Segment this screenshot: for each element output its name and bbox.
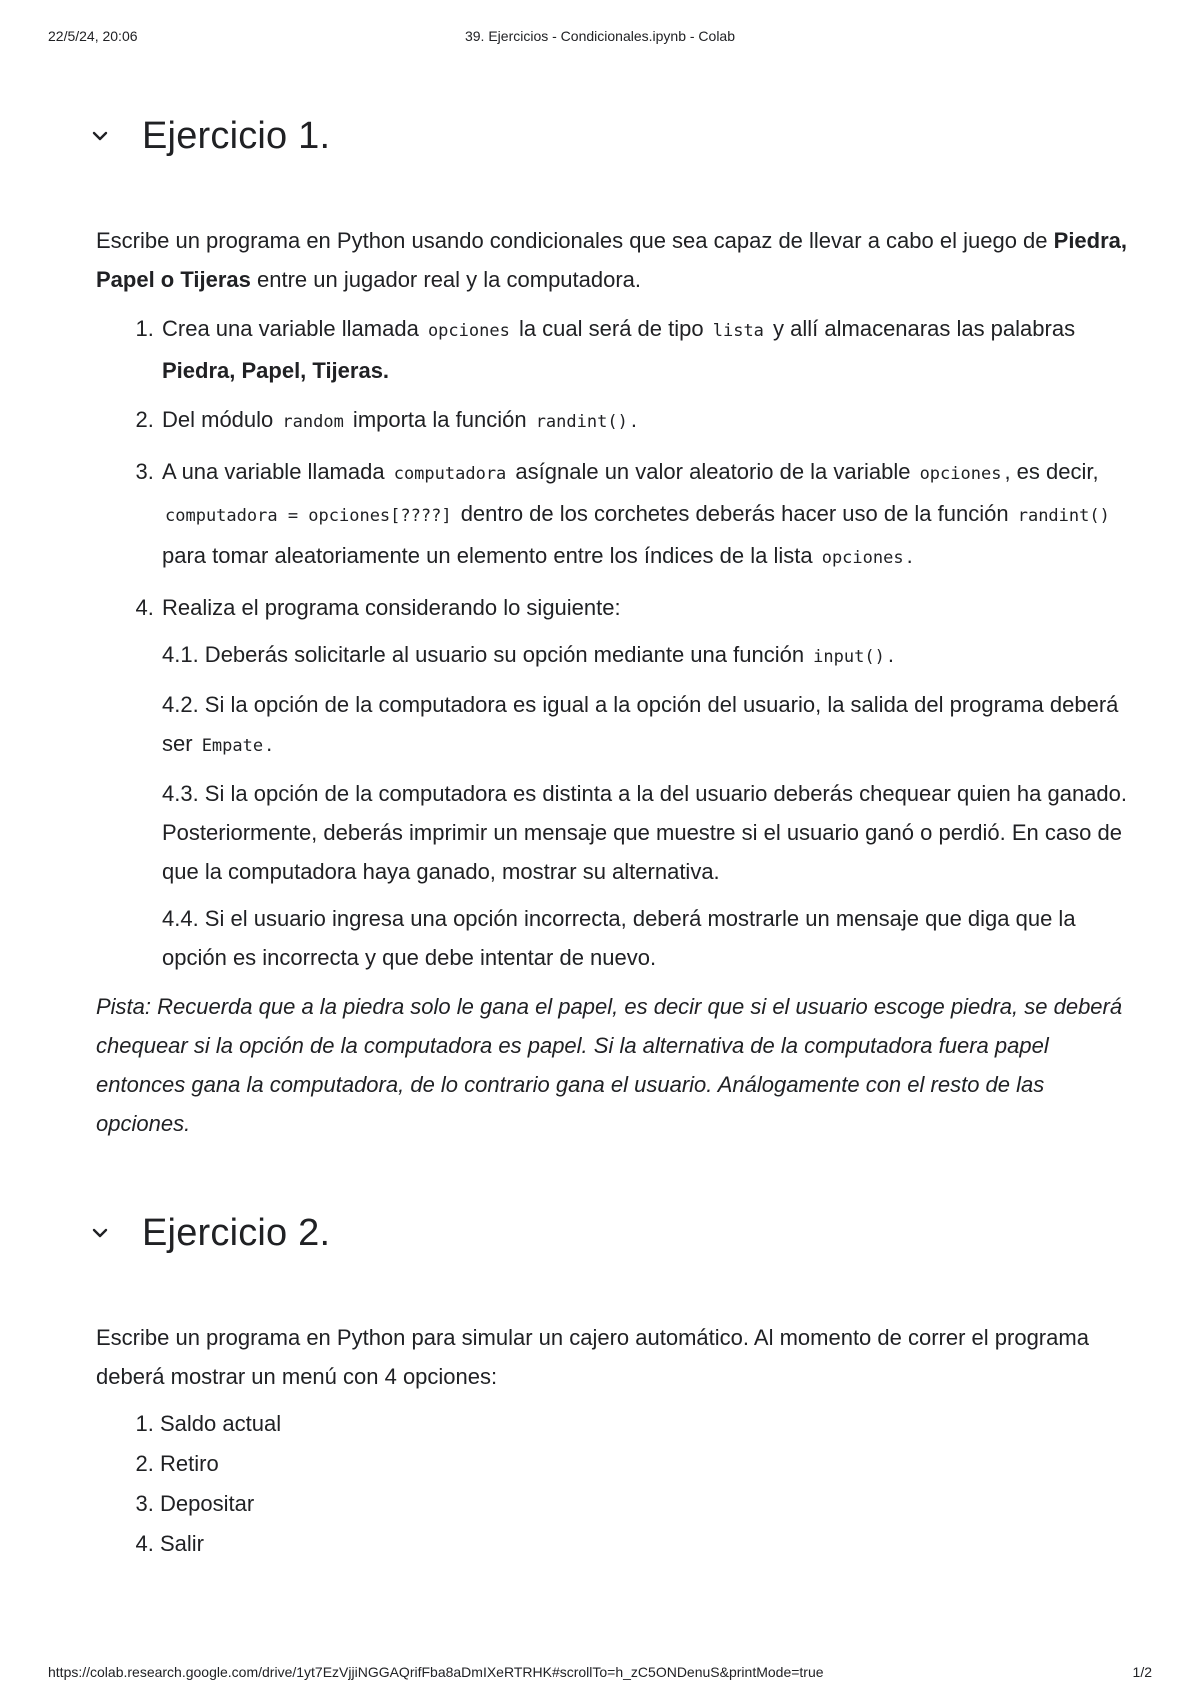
ejercicio-1-steps xyxy=(96,309,1144,977)
list-item: 4. Realiza el programa considerando lo siguiente: 4.1. Deberás solicitarle al usuario su opción mediante una función input() . 4.2. Si la opción de la computadora es igual a la opción del usuario, la salida del programa deberá ser Empate . 4.3. Si la opción de la computadora es distinta a la del usuario deberás chequear quien ha ganado. Posteriormente, deberás imprimir un mensaje que muestre si el usuario ganó o perdió. En caso de que la computadora haya ganado, mostrar su alternativa. 4.4. Si el usuario ingresa una opción incorrecta, deberá mostrarle un mensaje que diga que la opción es incorrecta y que debe intentar de nuevo. xyxy=(160,588,1144,977)
section-header-ejercicio-1[interactable] xyxy=(96,98,1144,174)
sub-steps xyxy=(162,635,1144,977)
ejercicio-1-intro: Escribe un programa en Python usando condicionales que sea capaz de llevar a cabo el juego de Piedra, Papel o Tijeras entre un jugador real y la computadora. xyxy=(96,228,1128,292)
print-date: 22/5/24, 20:06 xyxy=(48,28,138,44)
print-url: https://colab.research.google.com/drive/1yt7EzVjjiNGGAQrifFba8aDmIXeRTRHK#scrollTo=h_zC5ONDenuS&printMode=true xyxy=(48,1664,824,1680)
list-item: 2. Retiro xyxy=(160,1444,1144,1484)
list-item: 1. Crea una variable llamada opciones la cual será de tipo lista y allí almacenaras las palabras Piedra, Papel, Tijeras. xyxy=(160,309,1144,390)
page-number: 1/2 xyxy=(1132,1664,1152,1680)
print-title: 39. Ejercicios - Condicionales.ipynb - Colab xyxy=(464,28,736,44)
ejercicio-2-menu xyxy=(96,1404,1144,1564)
notebook-content xyxy=(96,98,1144,1564)
list-item: 4. Salir xyxy=(160,1524,1144,1564)
ejercicio-2-intro: Escribe un programa en Python para simular un cajero automático. Al momento de correr el programa deberá mostrar un menú con 4 opciones: xyxy=(96,1325,1089,1389)
section-header-ejercicio-2[interactable] xyxy=(96,1195,1144,1271)
ejercicio-1-hint: Pista: Recuerda que a la piedra solo le gana el papel, es decir que si el usuario escoge piedra, se deberá chequear si la opción de la computadora es papel. Si la alternativa de la computadora fuera papel entonces gana la computadora, de lo contrario gana el usuario. Análogamente con el resto de las opciones. xyxy=(96,994,1123,1136)
list-item: 3. Depositar xyxy=(160,1484,1144,1524)
chevron-down-icon[interactable] xyxy=(88,124,112,148)
section-title: Ejercicio 1. xyxy=(142,114,331,157)
list-item: 2. Del módulo random importa la función randint() . xyxy=(160,400,1144,442)
section-title: Ejercicio 2. xyxy=(142,1211,331,1254)
print-footer xyxy=(48,1664,1152,1684)
list-item: 1. Saldo actual xyxy=(160,1404,1144,1444)
sub-step: 4.4. Si el usuario ingresa una opción incorrecta, deberá mostrarle un mensaje que diga que la opción es incorrecta y que debe intentar de nuevo. xyxy=(162,906,1076,970)
chevron-down-icon[interactable] xyxy=(88,1221,112,1245)
list-item: 3. A una variable llamada computadora asígnale un valor aleatorio de la variable opciones , es decir, computadora = opciones[????] dentro de los corchetes deberás hacer uso de la función randint() para tomar aleatoriamente un elemento entre los índices de la lista opciones . xyxy=(160,452,1144,578)
print-header xyxy=(48,28,1152,48)
sub-step: 4.3. Si la opción de la computadora es distinta a la del usuario deberás chequear quien ha ganado. Posteriormente, deberás imprimir un mensaje que muestre si el usuario ganó o perdió. En caso de que la computadora haya ganado, mostrar su alternativa. xyxy=(162,781,1128,884)
sub-step: 4.2. Si la opción de la computadora es igual a la opción del usuario, la salida del programa deberá ser Empate . xyxy=(162,692,1119,756)
sub-step: 4.1. Deberás solicitarle al usuario su opción mediante una función input() . xyxy=(162,642,894,667)
